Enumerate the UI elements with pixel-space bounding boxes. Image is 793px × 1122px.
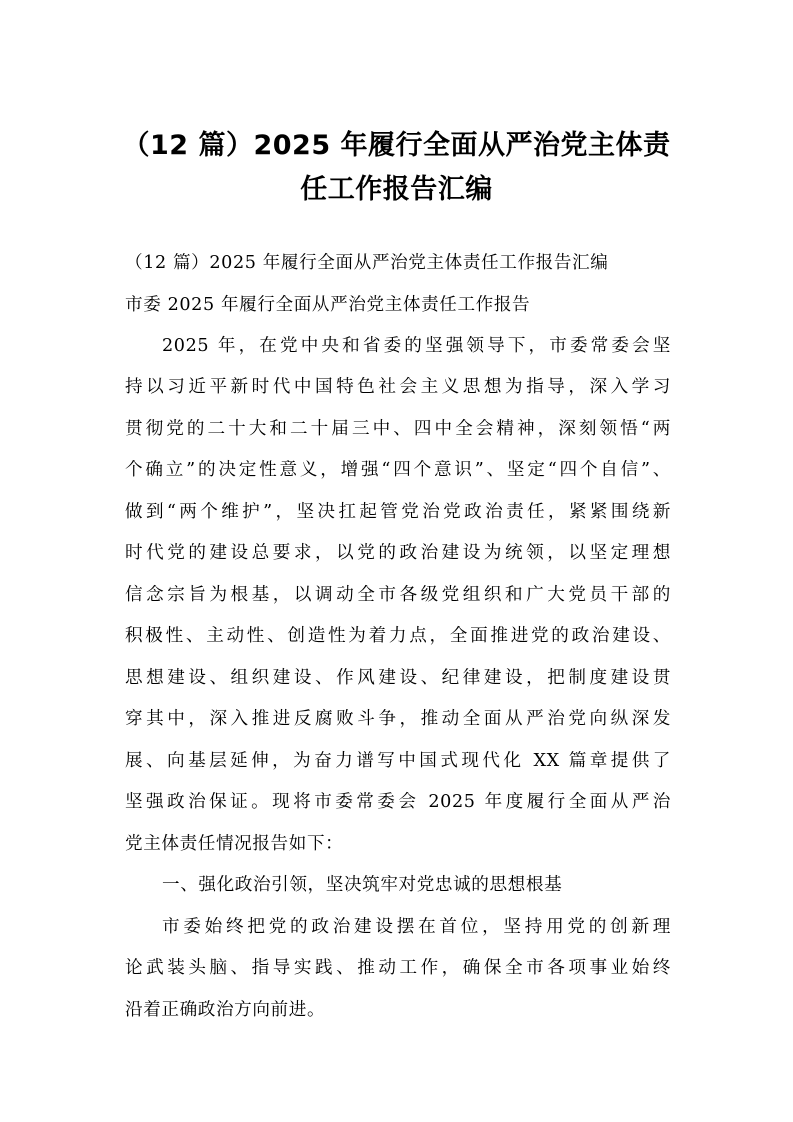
paragraph-line: 2025 年，在党中央和省委的坚强领导下，市委常委会坚 (162, 336, 671, 356)
subtitle-collection: （12 篇）2025 年履行全面从严治党主体责任工作报告汇编 (125, 253, 609, 273)
paragraph-line: 展、向基层延伸，为奋力谱写中国式现代化 XX 篇章提供了 (125, 751, 671, 771)
document-title-line-1: （12 篇）2025 年履行全面从严治党主体责 (122, 130, 671, 161)
paragraph-line: 时代党的建设总要求，以党的政治建设为统领，以坚定理想 (125, 543, 671, 563)
paragraph-line: 持以习近平新时代中国特色社会主义思想为指导，深入学习 (125, 377, 671, 397)
paragraph-line: 积极性、主动性、创造性为着力点，全面推进党的政治建设、 (125, 626, 671, 646)
paragraph-line: 个确立”的决定性意义，增强“四个意识”、坚定“四个自信”、 (125, 460, 671, 480)
document-title-line-2: 任工作报告汇编 (300, 174, 493, 205)
paragraph-line: 贯彻党的二十大和二十届三中、四中全会精神，深刻领悟“两 (125, 419, 671, 439)
paragraph-line: 信念宗旨为根基，以调动全市各级党组织和广大党员干部的 (125, 585, 671, 605)
section-heading-1: 一、强化政治引领，坚决筑牢对党忠诚的思想根基 (162, 875, 563, 895)
paragraph-line: 做到“两个维护”，坚决扛起管党治党政治责任，紧紧围绕新 (125, 502, 671, 522)
paragraph-line: 坚强政治保证。现将市委常委会 2025 年度履行全面从严治 (125, 792, 671, 812)
paragraph-line: 穿其中，深入推进反腐败斗争，推动全面从严治党向纵深发 (125, 709, 671, 729)
subtitle-report: 市委 2025 年履行全面从严治党主体责任工作报告 (125, 295, 531, 315)
paragraph-line: 思想建设、组织建设、作风建设、纪律建设，把制度建设贯 (125, 668, 671, 688)
paragraph-line: 沿着正确政治方向前进。 (125, 1000, 326, 1020)
paragraph-line: 论武装头脑、指导实践、推动工作，确保全市各项事业始终 (125, 958, 671, 978)
paragraph-line: 党主体责任情况报告如下： (125, 834, 344, 854)
paragraph-line: 市委始终把党的政治建设摆在首位，坚持用党的创新理 (162, 917, 671, 937)
